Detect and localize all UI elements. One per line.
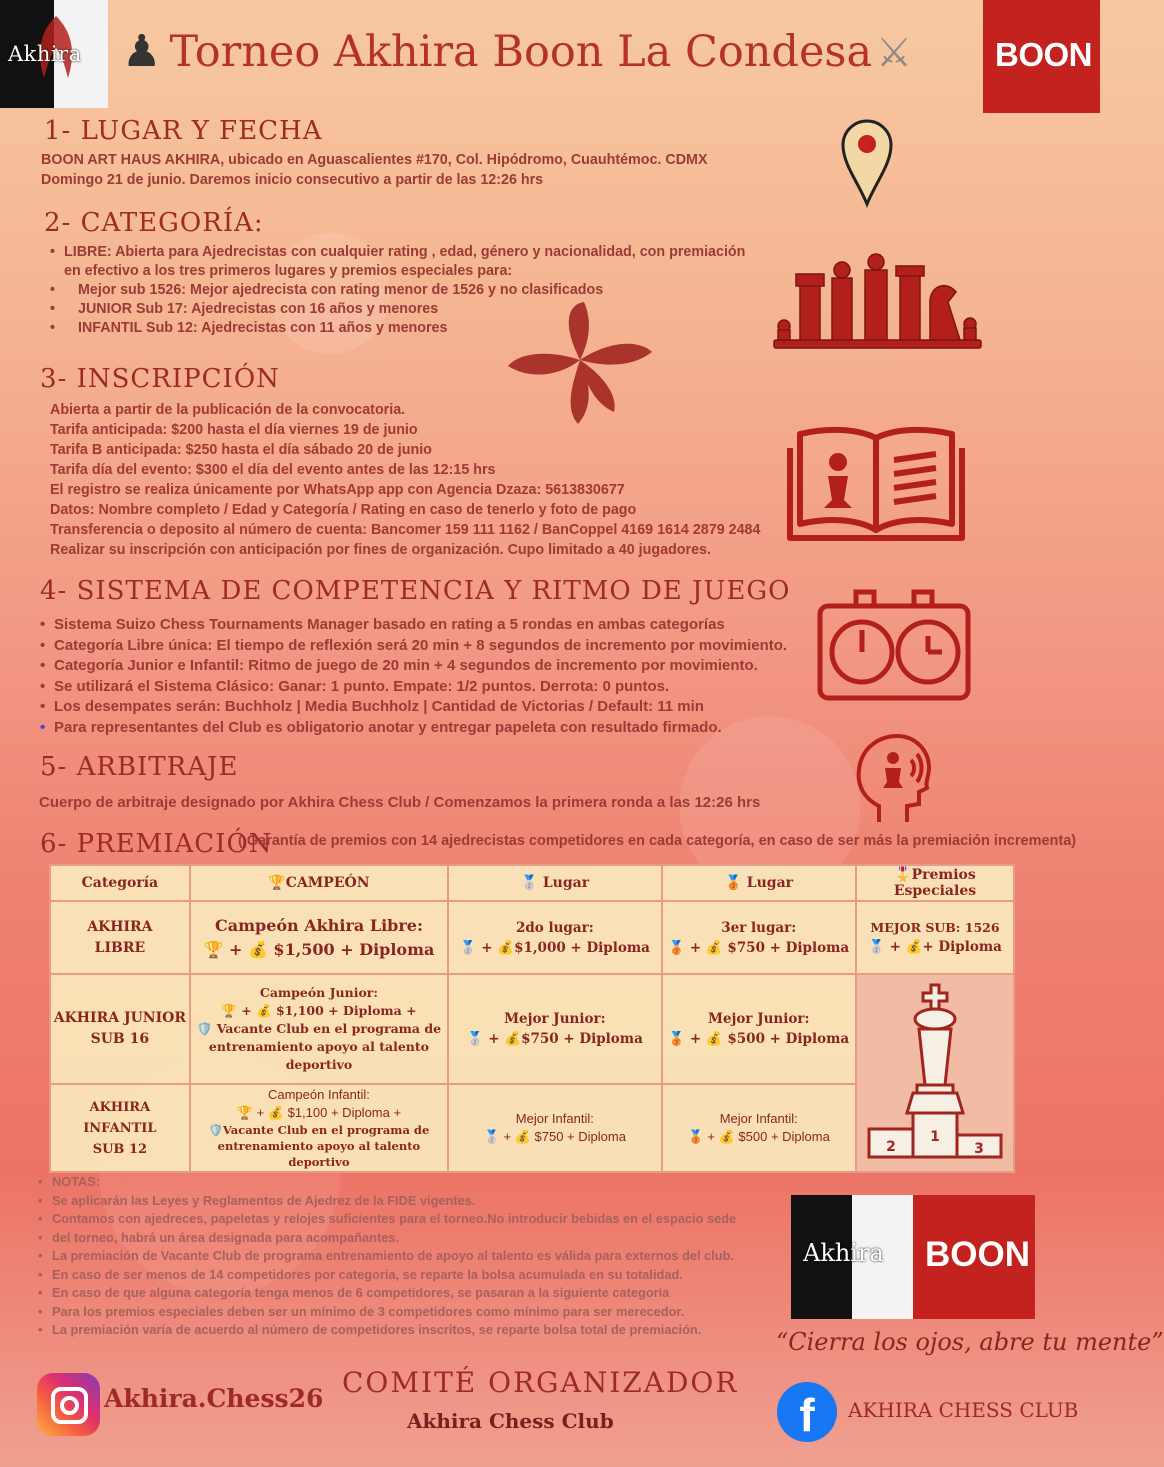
prize-cell	[190, 974, 448, 1084]
chess-pieces-icon	[770, 252, 985, 352]
prize-cell	[662, 974, 856, 1084]
note-item: • Contamos con ajedreces, papeletas y relojes suficientes para el torneo.No introducir bebidas en el espacio sede	[38, 1210, 736, 1229]
prize-title: Mejor Infantil:	[719, 1111, 798, 1126]
category-cell	[50, 1084, 190, 1172]
competition-item: • Categoría Libre única: El tiempo de reflexión será 20 min + 8 segundos de incremento por movimiento.	[40, 636, 787, 657]
inscription-line: Tarifa B anticipada: $250 hasta el día sábado 20 de junio	[50, 442, 432, 458]
prize-title: Mejor Junior:	[708, 1011, 810, 1027]
cat-sub: SUB 12	[92, 1141, 148, 1157]
category-libre: • LIBRE: Abierta para Ajedrecistas con cualquier rating , edad, género y nacionalidad, con premiación	[50, 243, 745, 262]
prize-extra: 🛡️Vacante Club en el programa de	[208, 1123, 430, 1137]
table-row	[50, 974, 1014, 1084]
inscription-line: Transferencia o deposito al número de cuenta: Bancomer 159 111 1162 / BanCoppel 4169 1614 2879 2484	[50, 522, 761, 538]
arbiter-head-icon	[853, 732, 935, 824]
prize-title: MEJOR SUB: 1526	[870, 919, 1000, 935]
competition-item: • Categoría Junior e Infantil: Ritmo de juego de 20 min + 4 segundos de incremento por movimiento.	[40, 656, 787, 677]
section-5-text: Cuerpo de arbitraje designado por Akhira Chess Club / Comenzamos la primera ronda a las 12:26 hrs	[39, 794, 761, 811]
prize-value: 🥈 + 💰$1,000 + Diploma	[459, 939, 650, 956]
section-1-title: 1- LUGAR Y FECHA	[44, 116, 323, 146]
podium-label: 2	[886, 1139, 896, 1155]
section-5-title: 5- ARBITRAJE	[40, 752, 239, 782]
prize-table	[49, 864, 1015, 1173]
prize-value: 🥉 + 💰 $500 + Diploma	[668, 1031, 850, 1047]
competition-item: • Sistema Suizo Chess Tournaments Manager basado en rating a 5 rondas en ambas categorías	[40, 615, 787, 636]
prize-title: 3er lugar:	[721, 919, 797, 936]
podium-label: 3	[974, 1141, 984, 1157]
prize-value: 🥈 + 💰+ Diploma	[868, 938, 1002, 955]
note-item: • Para los premios especiales deben ser un mínimo de 3 competidores como mínimo para ser merecedor.	[38, 1303, 736, 1322]
inscription-line: Tarifa anticipada: $200 hasta el día viernes 19 de junio	[50, 422, 418, 438]
boon-logo-text: BOON	[995, 36, 1092, 73]
prize-value: 🏆 + 💰 $1,500 + Diploma	[203, 939, 435, 959]
inscription-line: Datos: Nombre completo / Edad y Categoría / Rating en caso de tenerlo y foto de pago	[50, 502, 637, 518]
chess-king-podium-icon	[857, 981, 1013, 1161]
notes-title: • NOTAS:	[38, 1173, 736, 1192]
competition-item: • Para representantes del Club es obligatorio anotar y entregar papeleta con resultado firmado.	[40, 718, 787, 739]
prize-value: 🥈 + 💰 $750 + Diploma	[483, 1129, 626, 1144]
section-6-title: 6- PREMIACIÓN	[40, 829, 273, 859]
prize-value: 🏆 + 💰 $1,100 + Diploma +	[221, 1003, 417, 1018]
prize-cell	[662, 1084, 856, 1172]
instagram-handle[interactable]: Akhira.Chess26	[104, 1384, 324, 1413]
logo-boon-text: BOON	[925, 1235, 1030, 1274]
prize-title: 2do lugar:	[515, 919, 594, 936]
section-3-title: 3- INSCRIPCIÓN	[40, 364, 280, 394]
prize-extra: entrenamiento apoyo al talento deportivo	[217, 1139, 421, 1169]
swords-icon: ⚔	[876, 30, 912, 76]
location-pin-icon	[840, 118, 894, 206]
competition-list	[40, 615, 787, 738]
motto: “Cierra los ojos, abre tu mente”	[776, 1328, 1164, 1356]
committee-club: Akhira Chess Club	[407, 1409, 614, 1433]
col-header: 🥈 Lugar	[448, 865, 661, 901]
prize-value: 🥈 + 💰$750 + Diploma	[466, 1031, 643, 1047]
boon-logo	[983, 0, 1100, 113]
col-header: 🥉 Lugar	[662, 865, 856, 901]
special-prize-cell	[856, 901, 1014, 974]
section-4-title: 4- SISTEMA DE COMPETENCIA Y RITMO DE JUEGO	[40, 576, 791, 606]
prize-cell	[448, 1084, 661, 1172]
prize-cell	[662, 901, 856, 974]
category-libre-cont: en efectivo a los tres primeros lugares y premios especiales para:	[64, 263, 513, 279]
note-item: • La premiación varía de acuerdo al número de competidores inscritos, se reparte bolsa total de premiación.	[38, 1321, 736, 1340]
cat-sub: LIBRE	[94, 939, 146, 956]
title-text: Torneo Akhira Boon La Condesa	[169, 27, 873, 77]
note-item: • del torneo, habrá un área designada para acompañantes.	[38, 1229, 736, 1248]
pawn-icon: ♟	[122, 26, 162, 77]
section-1-text	[41, 150, 707, 190]
inscription-line: Realizar su inscripción con anticipación por fines de organización. Cupo limitado a 40 jugadores.	[50, 542, 711, 558]
facebook-icon[interactable]: f	[777, 1382, 837, 1442]
prize-title: Campeón Infantil:	[267, 1087, 370, 1102]
inscription-line: Tarifa día del evento: $300 el día del evento antes de las 12:15 hrs	[50, 462, 496, 478]
page-title	[122, 26, 912, 77]
category-cell	[50, 901, 190, 974]
prize-value: 🥉 + 💰 $500 + Diploma	[687, 1129, 830, 1144]
col-header: 🏆CAMPEÓN	[190, 865, 448, 901]
table-row	[50, 901, 1014, 974]
inscription-line: El registro se realiza únicamente por WhatsApp app con Agencia Dzaza: 5613830677	[50, 482, 625, 498]
logo-akhira-text: Akhira	[803, 1239, 884, 1267]
inscription-line: Abierta a partir de la publicación de la convocatoria.	[50, 402, 406, 418]
prize-value: 🏆 + 💰 $1,100 + Diploma +	[236, 1105, 402, 1120]
prize-extra: 🛡️ Vacante Club en el programa de	[196, 1021, 442, 1036]
section-2-title: 2- CATEGORÍA:	[44, 208, 264, 238]
podium-label: 1	[930, 1129, 940, 1145]
col-header: 🎖️Premios Especiales	[856, 865, 1014, 901]
note-item: • Se aplicarán las Leyes y Reglamentos de Ajedrez de la FIDE vigentes.	[38, 1192, 736, 1211]
note-item: • La premiación de Vacante Club de programa entrenamiento de apoyo al talento es válida para externos del club.	[38, 1247, 736, 1266]
prize-value: 🥉 + 💰 $750 + Diploma	[668, 939, 850, 956]
prize-cell	[190, 901, 448, 974]
prize-title: Campeón Junior:	[259, 985, 378, 1000]
prize-title: Mejor Junior:	[504, 1011, 606, 1027]
committee-title: COMITÉ ORGANIZADOR	[342, 1366, 739, 1399]
instagram-icon[interactable]	[37, 1373, 100, 1436]
category-junior: • JUNIOR Sub 17: Ajedrecistas con 16 años y menores	[50, 300, 745, 319]
open-book-icon	[786, 424, 966, 542]
section-3-text	[50, 400, 760, 560]
section-6-subtitle: ( Garantía de premios con 14 ajedrecistas competidores en cada categoría, en caso de ser más la premiación incrementa)	[238, 833, 1077, 849]
cat-name: AKHIRA	[87, 918, 153, 935]
cat-name: AKHIRA JUNIOR	[53, 1010, 186, 1026]
date-line: Domingo 21 de junio. Daremos inicio consecutivo a partir de las 12:26 hrs	[41, 172, 544, 188]
prize-cell	[448, 901, 661, 974]
col-header: Categoría	[50, 865, 190, 901]
prize-cell	[448, 974, 661, 1084]
competition-item: • Se utilizará el Sistema Clásico: Ganar: 1 punto. Empate: 1/2 puntos. Derrota: 0 puntos.	[40, 677, 787, 698]
prize-title: Campeón Akhira Libre:	[214, 915, 423, 935]
facebook-page[interactable]: AKHIRA CHESS CLUB	[848, 1398, 1079, 1422]
category-sub1526: • Mejor sub 1526: Mejor ajedrecista con rating menor de 1526 y no clasificados	[50, 281, 745, 300]
category-cell	[50, 974, 190, 1084]
prize-cell	[190, 1084, 448, 1172]
venue-line: BOON ART HAUS AKHIRA, ubicado en Aguascalientes #170, Col. Hipódromo, Cuauhtémoc. CDMX	[41, 152, 708, 168]
logo-text: Akhira	[8, 42, 82, 66]
chess-clock-icon	[816, 586, 972, 704]
prize-title: Mejor Infantil:	[515, 1111, 594, 1126]
prize-extra: entrenamiento apoyo al talento deportivo	[208, 1039, 429, 1072]
king-podium-cell	[856, 974, 1014, 1172]
akhira-boon-logo	[791, 1195, 1035, 1319]
competition-item: • Los desempates serán: Buchholz | Media Buchholz | Cantidad de Victorias / Default: 11 min	[40, 697, 787, 718]
cat-name: AKHIRA INFANTIL	[83, 1099, 157, 1136]
table-header-row	[50, 865, 1014, 901]
notes-list	[38, 1173, 736, 1340]
akhira-logo	[0, 0, 108, 108]
cat-sub: SUB 16	[90, 1031, 150, 1047]
note-item: • En caso de ser menos de 14 competidores por categoría, se reparte la bolsa acumulada en su totalidad.	[38, 1266, 736, 1285]
note-item: • En caso de que alguna categoría tenga menos de 6 competidores, se pasaran a la siguiente categoría	[38, 1284, 736, 1303]
category-infantil: • INFANTIL Sub 12: Ajedrecistas con 11 años y menores	[50, 319, 745, 338]
